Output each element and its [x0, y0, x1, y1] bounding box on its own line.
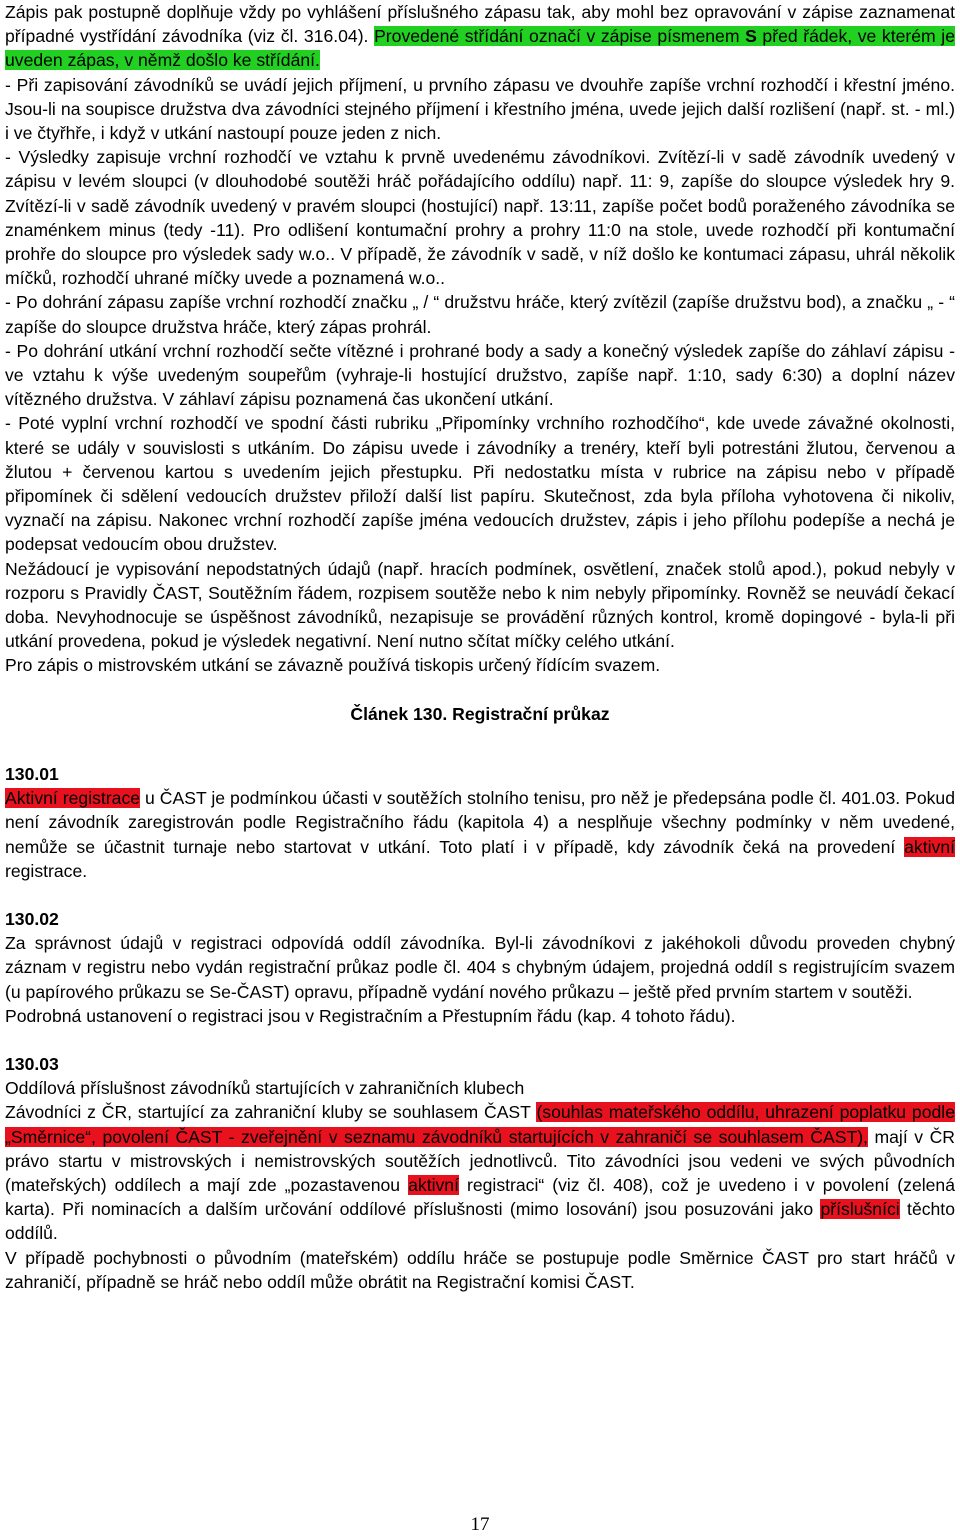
paragraph-spravnost-udaju: Za správnost údajů v registraci odpovídá oddíl závodníka. Byl-li závodníkovi z jakéhokoli důvodu proveden chybný záznam v registru nebo vydán registrační průkaz podle čl. 404 s chybným údajem, projedná oddíl s registrujícím svazem (u papírového průkazu se Se-ČAST) opravu, případně vydání nového průkazu – ještě před prvním startem v soutěži. — [5, 933, 955, 1002]
section-number-130-01: 130.01 — [5, 763, 59, 784]
text-run: registrace. — [5, 860, 88, 881]
text-run: Zápis pak postupně doplňuje vždy po vyhlášení příslušného zápasu tak, aby mohl bez opravování v zápise zaznamenat případné vystřídání závodníka (viz čl. 316.04). — [5, 2, 955, 47]
section-number-130-03: 130.03 — [5, 1053, 59, 1074]
paragraph-nezadouci: Nežádoucí je vypisování nepodstatných údajů (např. hracích podmínek, osvětlení, značek stolů apod.), pokud nebyly v rozporu s Pravidly ČAST, Soutěžním řádem, rozpisem soutěže nebo k nim nebyly připomínky. Rovněž se neuvádí čekací doba. Nevyhodnocuje se úspěšnost závodníků, nezapisuje se provádění různých kontrol, kromě dopingové - byla-li při utkání provedena, pokud je výsledek negativní. Není nutno sčítat míčky celého utkání. — [5, 558, 955, 652]
chapter-title: Článek 130. Registrační průkaz — [350, 703, 610, 724]
highlight-souhlas: (souhlas mateřského oddílu, uhrazení poplatku podle „Směrnice“, povolení ČAST - zveřejnění v seznamu závodníků startujících v zahraničí se souhlasem ČAST), — [5, 1102, 955, 1147]
paragraph-vysledky: - Výsledky zapisuje vrchní rozhodčí ve vztahu k prvně uvedenému závodníkovi. Zvítězí-li v sadě závodník uvedený v zápisu v levém sloupci (v dlouhodobé soutěži hráč pořádajícího oddílu) např. 11: 9, zapíše do sloupce výsledek hry 9. Zvítězí-li v sadě závodník uvedený v pravém sloupci (hostující) např. 13:11, zapíše počet bodů poraženého závodníka se znaménkem minus (tedy -11). Pro odlišení kontumační prohry a prohry 11:0 na stole, uvede rozhodčí při kontumační prohře do sloupce pro výsledek sady w.o.. V případě, že závodník v sadě, v níž došlo ke kontumaci zápasu, uhrál několik míčků, rozhodčí uhrané míčky uvede a poznamená w.o.. — [5, 147, 955, 289]
text-run: registraci“ (viz čl. 408), což je uvedeno i v povolení (zelená karta). Při nominacích a dalším určování oddílové příslušnosti (mimo losování) jsou posuzováni jako — [5, 1174, 955, 1220]
paragraph-pochybnost: V případě pochybnosti o původním (mateřském) oddílu hráče se postupuje podle Směrnice ČAST pro start hráčů v zahraničí, případně se hráč nebo oddíl může obrátit na Registrační komisi ČAST. — [5, 1247, 955, 1292]
paragraph-tiskopis: Pro zápis o mistrovském utkání se závazně používá tiskopis určený řídícím svazem. — [5, 655, 661, 676]
bold-letter-s: S — [745, 26, 757, 47]
paragraph-aktivni-registrace — [5, 786, 955, 883]
paragraph-po-dohrani-utkani: - Po dohrání utkání vrchní rozhodčí sečte vítězné i prohrané body a sady a konečný výsledek zapíše do záhlaví zápisu - ve vztahu k výše uvedeným soupeřům (vyhraje-li hostující družstvo, zapíše např. 1:10, sady 6:30) a doplní název vítězného družstva. V záhlaví zápisu poznamená čas ukončení utkání. — [5, 340, 955, 410]
paragraph-zapisovani-zavodniku: - Při zapisování závodníků se uvádí jejich příjmení, u prvního zápasu ve dvouhře zapíše vrchní rozhodčí i křestní jméno. Jsou-li na soupisce družstva dva závodníci stejného příjmení i křestního jména, uvede jejich další rozlišení (např. st. - ml.) i ve čtyřhře, i když v utkání nastoupí pouze jeden z nich. — [5, 74, 955, 144]
document-page — [5, 0, 955, 1294]
paragraph-pripominky: - Poté vyplní vrchní rozhodčí ve spodní části rubriku „Připomínky vrchního rozhodčího“, kde uvede závažné okolnosti, které se udály v souvislosti s utkáním. Do zápisu uvede i závodníky a trenéry, kteří byli potrestáni žlutou, červenou a žlutou + červenou kartou s uvedením jejich přestupku. Při nedostatku místa v rubrice na zápisu nebo v případě připomínek či sdělení vedoucích družstev přiloží další list papíru. Skutečnost, zda byla příloha vyhotovena či nikoliv, vyznačí na zápisu. Nakonec vrchní rozhodčí zapíše jména vedoucích družstev, zápis i jeho přílohu podepíše a nechá je podepsat vedoucím obou družstev. — [5, 413, 955, 555]
text-run: u ČAST je podmínkou účasti v soutěžích stolního tenisu, pro něž je předepsána podle čl. 401.03. Pokud není závodník zaregistrován podle Registračního řádu (kapitola 4) a nesplňuje všechny podmínky v něm uvedené, nemůže se účastnit turnaje nebo startovat v utkání. Toto platí i v případě, kdy závodník čeká na provedení — [5, 788, 955, 857]
paragraph-po-dohrani-zapasu: - Po dohrání zápasu zapíše vrchní rozhodčí značku „ / “ družstvu hráče, který zvítězil (zapíše družstvu bod), a značku „ - “ zapíše do sloupce družstva hráče, který zápas prohrál. — [5, 292, 955, 337]
highlight-prislusnici: příslušníci — [820, 1199, 900, 1220]
text-run: těchto oddílů. — [5, 1199, 955, 1244]
text-run: mají v ČR právo startu v mistrovských i nemistrovských soutěžích jednotlivců. Tito závodníci jsou vedeni ve svých původních (mateřských) oddílech a mají zde „pozastavenou — [5, 1126, 955, 1195]
paragraph-zapis-doplnuje — [5, 0, 955, 73]
highlight-aktivni: aktivní — [408, 1174, 459, 1195]
section-number-130-02: 130.02 — [5, 908, 59, 929]
paragraph-podrobna-ustanoveni: Podrobná ustanovení o registraci jsou v Registračním a Přestupním řádu (kap. 4 tohoto řádu). — [5, 1005, 736, 1026]
text-run: Závodníci z ČR, startující za zahraniční kluby se souhlasem ČAST — [5, 1102, 537, 1123]
text-run: Provedené střídání označí v zápise písmenem — [374, 26, 746, 47]
section-heading-oddilova-prislusnost: Oddílová příslušnost závodníků startujících v zahraničních klubech — [5, 1078, 525, 1099]
paragraph-zavodnici-z-cr — [5, 1100, 955, 1245]
highlight-aktivni-registrace: Aktivní registrace — [5, 788, 141, 809]
highlight-aktivni: aktivní — [904, 836, 955, 857]
page-number: 17 — [470, 1514, 490, 1535]
text-run: před řádek, ve kterém je uveden zápas, v němž došlo ke střídání. — [5, 26, 955, 71]
